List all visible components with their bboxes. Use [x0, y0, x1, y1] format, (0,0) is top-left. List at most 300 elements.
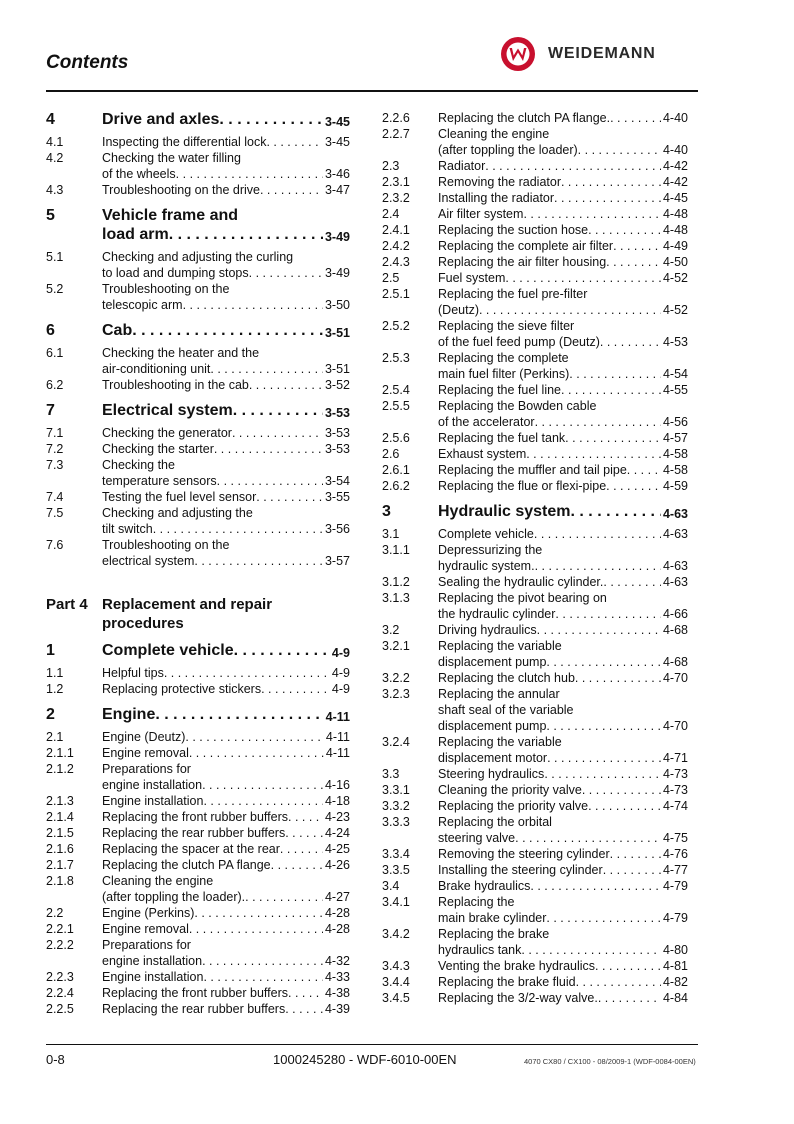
- dot-leader: [606, 478, 661, 494]
- dot-leader: [544, 766, 661, 782]
- toc-page-number: 4-57: [662, 431, 688, 445]
- dot-leader: [132, 321, 323, 343]
- dot-leader: [164, 665, 330, 681]
- toc-page-number: 4-11: [325, 730, 350, 744]
- toc-entry: [46, 745, 350, 761]
- dot-leader: [261, 681, 330, 697]
- dot-leader: [285, 1001, 323, 1017]
- toc-entry-title: temperature sensors: [102, 474, 217, 488]
- toc-page-number: 4-70: [662, 719, 688, 733]
- toc-page-number: 4-16: [324, 778, 350, 792]
- toc-entry-number: 4.1: [46, 135, 64, 149]
- toc-entry: [46, 457, 350, 489]
- toc-entry: [382, 126, 688, 158]
- toc-entry: [46, 969, 350, 985]
- toc-page-number: 3-49: [324, 266, 350, 280]
- toc-entry: [46, 729, 350, 745]
- toc-entry-title: Replacing the brake fluid: [438, 975, 576, 989]
- dot-leader: [210, 361, 323, 377]
- toc-entry-title: displacement pump: [438, 655, 547, 669]
- dot-leader: [219, 110, 323, 132]
- toc-page-number: 4-52: [662, 271, 688, 285]
- toc-entry: [46, 281, 350, 313]
- toc-page-number: 4-25: [324, 842, 350, 856]
- dot-leader: [249, 265, 323, 281]
- toc-entry: [46, 681, 350, 697]
- toc-entry-title: Cab: [102, 322, 133, 339]
- toc-entry-title: the hydraulic cylinder: [438, 607, 556, 621]
- dot-leader: [271, 857, 323, 873]
- toc-entry: [382, 846, 688, 862]
- toc-page-number: 4-63: [662, 575, 688, 589]
- toc-entry-title: Replacing the fuel tank: [438, 431, 566, 445]
- dot-leader: [176, 166, 323, 182]
- dot-leader: [547, 750, 661, 766]
- toc-page-number: 4-68: [662, 623, 688, 637]
- dot-leader: [546, 718, 661, 734]
- toc-entry-number: 3.1: [382, 527, 400, 541]
- toc-entry-title: Replacing the sieve filter: [438, 319, 575, 333]
- toc-entry: [382, 894, 688, 926]
- toc-entry-number: 3.3.4: [382, 847, 410, 861]
- document-number: 1000245280 - WDF-6010-00EN: [273, 1052, 457, 1067]
- toc-entry-title: Engine installation: [102, 794, 204, 808]
- toc-entry-title: main brake cylinder: [438, 911, 547, 925]
- toc-page-number: 4-9: [331, 666, 350, 680]
- dot-leader: [266, 134, 323, 150]
- toc-entry-title: Cleaning the priority valve: [438, 783, 582, 797]
- dot-leader: [521, 942, 661, 958]
- toc-entry-number: 2.1.3: [46, 794, 74, 808]
- dot-leader: [189, 921, 323, 937]
- dot-leader: [249, 377, 323, 393]
- toc-entry: [382, 862, 688, 878]
- toc-entry: [382, 670, 688, 686]
- dot-leader: [194, 553, 323, 569]
- toc-entry-title: Replacing the fuel line: [438, 383, 561, 397]
- dot-leader: [588, 222, 661, 238]
- dot-leader: [245, 889, 323, 905]
- toc-entry-title: Removing the steering cylinder: [438, 847, 610, 861]
- dot-leader: [598, 990, 661, 1006]
- toc-page-number: 4-48: [662, 223, 688, 237]
- page-title: Contents: [46, 52, 129, 73]
- page-number: 0-8: [46, 1052, 65, 1067]
- toc-entry: [46, 182, 350, 198]
- dot-leader: [260, 182, 323, 198]
- toc-entry-title: Replacing the brake: [438, 927, 550, 941]
- toc-page-number: 4-24: [324, 826, 350, 840]
- toc-entry-number: 2.4.2: [382, 239, 410, 253]
- toc-page-number: 4-39: [324, 1002, 350, 1016]
- dot-leader: [233, 401, 323, 423]
- toc-entry: [46, 937, 350, 969]
- toc-entry-title: Troubleshooting on the: [102, 538, 230, 552]
- toc-entry-title: steering valve: [438, 831, 516, 845]
- toc-page-number: 4-42: [662, 159, 688, 173]
- toc-chapter: [382, 502, 688, 524]
- toc-entry: [382, 478, 688, 494]
- toc-entry: [382, 190, 688, 206]
- toc-entry-number: 3.4.4: [382, 975, 410, 989]
- toc-entry-title: Replacing the fuel pre-filter: [438, 287, 588, 301]
- dot-leader: [232, 425, 323, 441]
- toc-entry-number: 3.3.3: [382, 815, 410, 829]
- dot-leader: [288, 809, 323, 825]
- toc-entry: [382, 286, 688, 318]
- toc-chapter: [46, 641, 350, 663]
- toc-entry-number: 4.2: [46, 151, 64, 165]
- toc-entry-number: 2.3.1: [382, 175, 410, 189]
- dot-leader: [523, 206, 661, 222]
- toc-page-number: 3-45: [324, 135, 350, 149]
- toc-entry-title: Testing the fuel level sensor: [102, 490, 257, 504]
- dot-leader: [485, 158, 661, 174]
- toc-entry-title: displacement pump: [438, 719, 547, 733]
- toc-page-number: 3-45: [324, 115, 350, 129]
- toc-entry-number: 3.3.5: [382, 863, 410, 877]
- toc-page-number: 3-55: [324, 490, 350, 504]
- toc-entry-title: displacement motor: [438, 751, 548, 765]
- toc-entry-number: 2.2.3: [46, 970, 74, 984]
- toc-page-number: 4-49: [662, 239, 688, 253]
- dot-leader: [613, 238, 661, 254]
- dot-leader: [588, 798, 661, 814]
- toc-entry-number: 2.1.6: [46, 842, 74, 856]
- dot-leader: [202, 777, 323, 793]
- toc-entry-number: 4.3: [46, 183, 64, 197]
- dot-leader: [256, 489, 323, 505]
- toc-page-number: 4-40: [662, 143, 688, 157]
- toc-entry: [382, 158, 688, 174]
- toc-page-number: 4-28: [324, 906, 350, 920]
- toc-chapter: [46, 401, 350, 423]
- toc-entry-title: hydraulic system.: [438, 559, 535, 573]
- toc-entry-title: Installing the steering cylinder: [438, 863, 603, 877]
- toc-page-number: 4-9: [331, 646, 350, 660]
- dot-leader: [603, 862, 661, 878]
- toc-entry-title: Checking the generator: [102, 426, 232, 440]
- toc-entry-number: 2.2.6: [382, 111, 410, 125]
- toc-entry-title: Engine removal: [102, 746, 189, 760]
- toc-entry-title: Removing the radiator: [438, 175, 561, 189]
- toc-entry-number: 3.4.3: [382, 959, 410, 973]
- toc-entry-title: telescopic arm: [102, 298, 183, 312]
- toc-entry-title: Fuel system: [438, 271, 506, 285]
- toc-entry: [382, 958, 688, 974]
- toc-page-number: 4-23: [324, 810, 350, 824]
- dot-leader: [183, 297, 323, 313]
- toc-entry-number: 2.1.1: [46, 746, 74, 760]
- toc-entry-number: 3.2.4: [382, 735, 410, 749]
- toc-page-number: 4-11: [325, 710, 350, 724]
- toc-entry: [382, 990, 688, 1006]
- toc-entry-number: 6.2: [46, 378, 64, 392]
- toc-entry-title: Replacing the muffler and tail pipe: [438, 463, 627, 477]
- toc-page-number: 4-76: [662, 847, 688, 861]
- toc-page-number: 4-55: [662, 383, 688, 397]
- toc-page-number: 3-52: [324, 378, 350, 392]
- toc-entry-number: 2.1.5: [46, 826, 74, 840]
- toc-entry-number: 3.1.3: [382, 591, 410, 605]
- toc-entry-title: of the fuel feed pump (Deutz): [438, 335, 600, 349]
- toc-entry-title: Replacing the front rubber buffers: [102, 810, 288, 824]
- toc-entry: [382, 734, 688, 766]
- dot-leader: [155, 705, 323, 727]
- toc-page-number: 3-46: [324, 167, 350, 181]
- toc-entry: [382, 222, 688, 238]
- dot-leader: [537, 622, 661, 638]
- toc-entry-number: 2.1.8: [46, 874, 74, 888]
- dot-leader: [530, 878, 661, 894]
- toc-entry: [46, 665, 350, 681]
- toc-entry-number: 2.5.1: [382, 287, 410, 301]
- toc-entry: [382, 926, 688, 958]
- toc-entry-title: Replacing the: [438, 895, 515, 909]
- dot-leader: [169, 225, 323, 247]
- toc-entry-title: Engine installation: [102, 970, 204, 984]
- toc-entry-number: 2.1.2: [46, 762, 74, 776]
- toc-entry-number: 3.2: [382, 623, 400, 637]
- toc-entry-number: 1.1: [46, 666, 64, 680]
- toc-page-number: 4-18: [324, 794, 350, 808]
- dot-leader: [505, 270, 661, 286]
- toc-entry-number: 3.1.2: [382, 575, 410, 589]
- toc-entry-title: Steering hydraulics: [438, 767, 545, 781]
- toc-entry: [382, 174, 688, 190]
- toc-entry-number: 2.6.2: [382, 479, 410, 493]
- toc-entry-number: 2.1.4: [46, 810, 74, 824]
- toc-entry: [382, 398, 688, 430]
- toc-entry: [46, 489, 350, 505]
- toc-entry-number: Part 4: [46, 596, 88, 613]
- toc-page-number: 4-66: [662, 607, 688, 621]
- toc-page-number: 4-48: [662, 207, 688, 221]
- toc-entry: [46, 505, 350, 537]
- toc-entry-title: Checking the heater and the: [102, 346, 260, 360]
- toc-entry-title: load arm: [102, 226, 169, 243]
- toc-entry-number: 3.4.5: [382, 991, 410, 1005]
- toc-page-number: 4-33: [324, 970, 350, 984]
- toc-page-number: 3-47: [324, 183, 350, 197]
- toc-page-number: 4-75: [662, 831, 688, 845]
- toc-entry-title: Preparations for: [102, 938, 191, 952]
- toc-entry: [382, 638, 688, 670]
- toc-entry-number: 2.1.7: [46, 858, 74, 872]
- toc-entry-title: Engine (Deutz): [102, 730, 186, 744]
- toc-entry-number: 3.4.1: [382, 895, 410, 909]
- toc-page-number: 4-73: [662, 783, 688, 797]
- toc-entry: [46, 249, 350, 281]
- toc-entry-title: Replacing the complete: [438, 351, 569, 365]
- toc-right-column: [382, 108, 688, 1006]
- toc-entry-title: to load and dumping stops: [102, 266, 249, 280]
- toc-entry: [46, 761, 350, 793]
- toc-entry-title: Inspecting the differential lock: [102, 135, 267, 149]
- toc-entry: [46, 1001, 350, 1017]
- toc-page-number: 3-54: [324, 474, 350, 488]
- toc-entry-title: engine installation: [102, 778, 203, 792]
- toc-page-number: 3-56: [324, 522, 350, 536]
- toc-entry: [46, 905, 350, 921]
- toc-entry-title: Replacing the clutch hub: [438, 671, 575, 685]
- toc-entry-number: 2.2.7: [382, 127, 410, 141]
- toc-entry-number: 6: [46, 322, 55, 339]
- toc-entry-number: 2.2: [46, 906, 64, 920]
- toc-entry-title: Depressurizing the: [438, 543, 543, 557]
- toc-entry-title: Checking the starter: [102, 442, 214, 456]
- toc-page-number: 4-63: [662, 527, 688, 541]
- toc-entry: [382, 270, 688, 286]
- toc-entry-title: Replacing the priority valve: [438, 799, 589, 813]
- weidemann-logo-icon: [500, 36, 536, 72]
- dot-leader: [280, 841, 323, 857]
- toc-page-number: 4-45: [662, 191, 688, 205]
- toc-entry-title: Checking the: [102, 458, 175, 472]
- toc-entry: [46, 345, 350, 377]
- toc-entry: [382, 974, 688, 990]
- dot-leader: [203, 969, 323, 985]
- toc-entry: [46, 537, 350, 569]
- toc-entry-number: 2.3: [382, 159, 400, 173]
- toc-entry-title: hydraulics tank: [438, 943, 522, 957]
- dot-leader: [595, 958, 661, 974]
- toc-entry: [382, 238, 688, 254]
- toc-page-number: 4-74: [662, 799, 688, 813]
- dot-leader: [217, 473, 323, 489]
- toc-page-number: 3-49: [324, 230, 350, 244]
- toc-entry-number: 1: [46, 642, 55, 659]
- toc-entry-title: of the wheels: [102, 167, 176, 181]
- toc-entry-number: 2.4: [382, 207, 400, 221]
- toc-entry-number: 3.3: [382, 767, 400, 781]
- dot-leader: [606, 254, 661, 270]
- toc-page-number: 4-79: [662, 879, 688, 893]
- toc-entry-number: 2.4.1: [382, 223, 410, 237]
- toc-entry: [382, 254, 688, 270]
- toc-entry: [382, 814, 688, 846]
- toc-page-number: 4-79: [662, 911, 688, 925]
- toc-entry-title: Exhaust system: [438, 447, 527, 461]
- dot-leader: [535, 558, 661, 574]
- toc-entry: [46, 985, 350, 1001]
- dot-leader: [575, 670, 661, 686]
- dot-leader: [561, 382, 661, 398]
- toc-entry-number: 2.6.1: [382, 463, 410, 477]
- toc-entry: [382, 798, 688, 814]
- toc-page-number: 4-58: [662, 463, 688, 477]
- toc-entry-number: 2.4.3: [382, 255, 410, 269]
- toc-page-number: 3-51: [324, 326, 350, 340]
- toc-page-number: 4-52: [662, 303, 688, 317]
- toc-entry-number: 7.6: [46, 538, 64, 552]
- toc-entry: [382, 446, 688, 462]
- toc-entry-number: 4: [46, 111, 55, 128]
- toc-entry-title: Brake hydraulics: [438, 879, 531, 893]
- toc-entry: [46, 150, 350, 182]
- dot-leader: [534, 526, 661, 542]
- toc-part-heading: [46, 595, 350, 633]
- toc-entry-title: Replacing the annular: [438, 687, 560, 701]
- dot-leader: [610, 846, 661, 862]
- toc-entry: [46, 441, 350, 457]
- toc-page-number: 4-81: [662, 959, 688, 973]
- dot-leader: [554, 190, 661, 206]
- toc-entry-title: Replacing the pivot bearing on: [438, 591, 607, 605]
- toc-page-number: 4-56: [662, 415, 688, 429]
- toc-entry-number: 1.2: [46, 682, 64, 696]
- toc-entry-title: Checking and adjusting the: [102, 506, 253, 520]
- toc-entry-title: Replacing the Bowden cable: [438, 399, 597, 413]
- toc-entry-number: 2.5.4: [382, 383, 410, 397]
- toc-entry-number: 3.2.1: [382, 639, 410, 653]
- toc-entry-title: main fuel filter (Perkins): [438, 367, 570, 381]
- toc-entry-number: 2.5.3: [382, 351, 410, 365]
- toc-entry-title: Sealing the hydraulic cylinder.: [438, 575, 604, 589]
- toc-entry-title: Checking the water filling: [102, 151, 241, 165]
- dot-leader: [561, 174, 661, 190]
- toc-entry-title: Troubleshooting in the cab: [102, 378, 249, 392]
- header-divider: [46, 90, 698, 92]
- toc-entry-number: 2.5.5: [382, 399, 410, 413]
- dot-leader: [578, 142, 661, 158]
- toc-entry: [382, 526, 688, 542]
- toc-entry: [46, 857, 350, 873]
- toc-entry: [382, 686, 688, 734]
- toc-entry-title: (Deutz): [438, 303, 479, 317]
- toc-entry-number: 3.4: [382, 879, 400, 893]
- toc-page-number: 4-28: [324, 922, 350, 936]
- dot-leader: [288, 985, 323, 1001]
- toc-entry: [46, 921, 350, 937]
- toc-entry-title: Hydraulic system: [438, 503, 571, 520]
- toc-entry: [382, 350, 688, 382]
- toc-page-number: 4-54: [662, 367, 688, 381]
- toc-page-number: 4-63: [662, 507, 688, 521]
- toc-entry: [382, 110, 688, 126]
- dot-leader: [571, 502, 661, 524]
- toc-entry-title: Radiator: [438, 159, 486, 173]
- toc-entry: [46, 841, 350, 857]
- toc-entry: [46, 809, 350, 825]
- toc-entry-title: Troubleshooting on the: [102, 282, 230, 296]
- toc-page-number: 4-63: [662, 559, 688, 573]
- toc-entry-title: Engine removal: [102, 922, 189, 936]
- toc-entry-title: Replacing the variable: [438, 639, 562, 653]
- toc-entry-number: 7.2: [46, 442, 64, 456]
- dot-leader: [582, 782, 661, 798]
- toc-entry: [46, 377, 350, 393]
- toc-entry-title: (after toppling the loader): [438, 143, 578, 157]
- dot-leader: [479, 302, 661, 318]
- dot-leader: [214, 441, 323, 457]
- toc-entry: [46, 825, 350, 841]
- toc-entry-title: Complete vehicle: [102, 642, 234, 659]
- toc-entry: [382, 622, 688, 638]
- toc-entry-number: 7.5: [46, 506, 64, 520]
- toc-entry-title: Replacing the clutch PA flange.: [438, 111, 611, 125]
- toc-chapter: [46, 321, 350, 343]
- toc-entry-title: Complete vehicle: [438, 527, 534, 541]
- toc-entry-number: 7.1: [46, 426, 64, 440]
- toc-page-number: 4-68: [662, 655, 688, 669]
- toc-entry: [46, 425, 350, 441]
- toc-page-number: 4-77: [662, 863, 688, 877]
- toc-entry-title: air-conditioning unit: [102, 362, 211, 376]
- toc-entry-title: (after toppling the loader).: [102, 890, 246, 904]
- toc-entry: [382, 782, 688, 798]
- toc-entry-title: Replacing the orbital: [438, 815, 552, 829]
